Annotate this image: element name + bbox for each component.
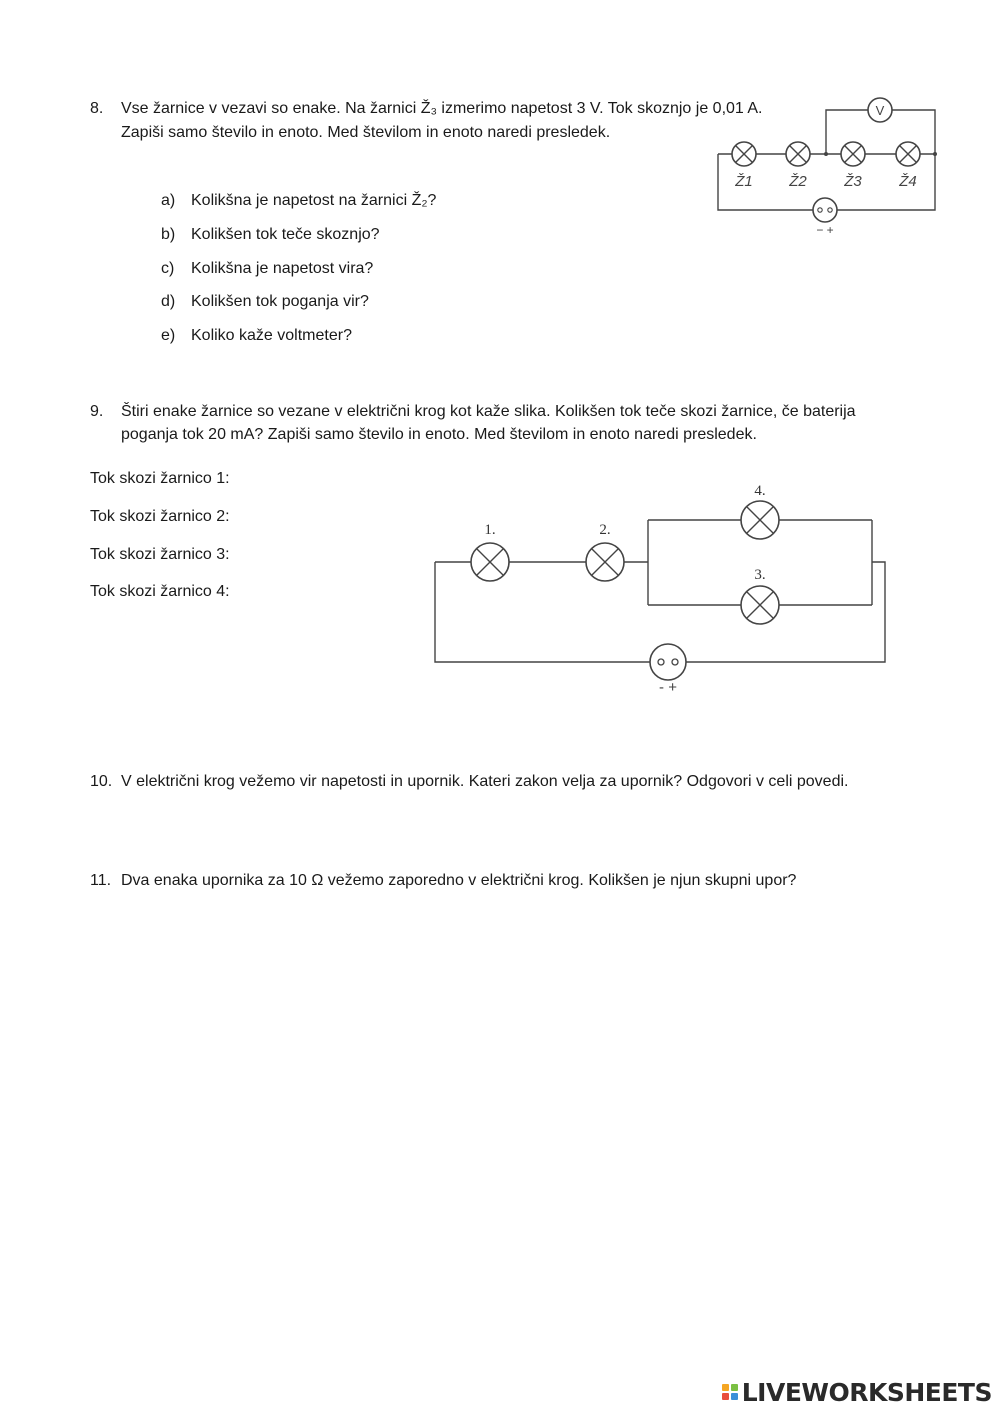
- lamp-icon: [732, 142, 756, 166]
- q9-number: 9.: [90, 403, 104, 420]
- q8-sub-e-text: Koliko kaže voltmeter?: [191, 327, 352, 344]
- logo-square: [731, 1393, 738, 1400]
- q9-line2: poganja tok 20 mA? Zapiši samo število in enoto. Med številom in enoto naredi presledek.: [121, 426, 757, 443]
- lamp-label: Ž3: [844, 173, 862, 190]
- q8-sub-d-text: Kolikšen tok poganja vir?: [191, 293, 369, 310]
- q8-sub-e-letter: e): [161, 327, 176, 344]
- q9-answer-lamp1: Tok skozi žarnico 1:: [90, 470, 230, 487]
- lamp-label: Ž2: [789, 173, 807, 190]
- logo-mark-icon: [722, 1384, 738, 1400]
- lamp-label: 2.: [599, 522, 611, 538]
- liveworksheets-logo: [722, 1377, 992, 1407]
- q10-number: 10.: [90, 773, 113, 790]
- logo-square: [731, 1384, 738, 1391]
- q8-sub-a-letter: a): [161, 192, 176, 209]
- lamp-label: Ž1: [735, 173, 753, 190]
- q8-sub-d-letter: d): [161, 293, 176, 310]
- lamp-label: 4.: [754, 483, 766, 499]
- q9-answer-lamp2: Tok skozi žarnico 2:: [90, 508, 230, 525]
- lamp-icon: [586, 543, 624, 581]
- logo-text: LIVEWORKSHEETS: [741, 1377, 992, 1407]
- lamp-label: Ž4: [899, 173, 917, 190]
- battery-icon: [650, 644, 686, 680]
- battery-icon: [813, 198, 837, 222]
- logo-square: [722, 1393, 729, 1400]
- q8-circuit-diagram: [710, 92, 950, 237]
- q8-line2: Zapiši samo število in enoto. Med številom in enoto naredi presledek.: [121, 124, 611, 141]
- voltmeter-label: V: [875, 103, 885, 118]
- q9-line1: Štiri enake žarnice so vezane v električni krog kot kaže slika. Kolikšen tok teče skozi žarnice, če baterija: [121, 403, 856, 420]
- battery-polarity: - +: [659, 679, 677, 696]
- q9-answer-lamp3: Tok skozi žarnico 3:: [90, 546, 230, 563]
- lamp-icon: [786, 142, 810, 166]
- lamp-label: 1.: [484, 522, 496, 538]
- q8-line1: Vse žarnice v vezavi so enake. Na žarnici Ž₃ izmerimo napetost 3 V. Tok skoznjo je 0,01 A.: [121, 100, 763, 117]
- q11-text: Dva enaka upornika za 10 Ω vežemo zaporedno v električni krog. Kolikšen je njun skupni upor?: [121, 872, 797, 889]
- q10-text: V električni krog vežemo vir napetosti in upornik. Kateri zakon velja za upornik? Odgovori v celi povedi.: [121, 773, 849, 790]
- q8-sub-b-text: Kolikšen tok teče skoznjo?: [191, 226, 380, 243]
- q8-number: 8.: [90, 100, 104, 117]
- q9-answer-lamp4: Tok skozi žarnico 4:: [90, 583, 230, 600]
- lamp-icon: [841, 142, 865, 166]
- lamp-icon: [896, 142, 920, 166]
- q8-sub-c-letter: c): [161, 260, 175, 277]
- logo-square: [722, 1384, 729, 1391]
- q11-number: 11.: [90, 872, 112, 889]
- lamp-icon: [741, 501, 779, 539]
- q8-sub-b-letter: b): [161, 226, 176, 243]
- q9-circuit-diagram: [430, 478, 895, 698]
- lamp-icon: [471, 543, 509, 581]
- lamp-label: 3.: [754, 567, 766, 583]
- battery-polarity: − +: [816, 223, 834, 237]
- q8-sub-c-text: Kolikšna je napetost vira?: [191, 260, 374, 277]
- lamp-icon: [741, 586, 779, 624]
- q8-sub-a-text: Kolikšna je napetost na žarnici Ž₂?: [191, 192, 437, 209]
